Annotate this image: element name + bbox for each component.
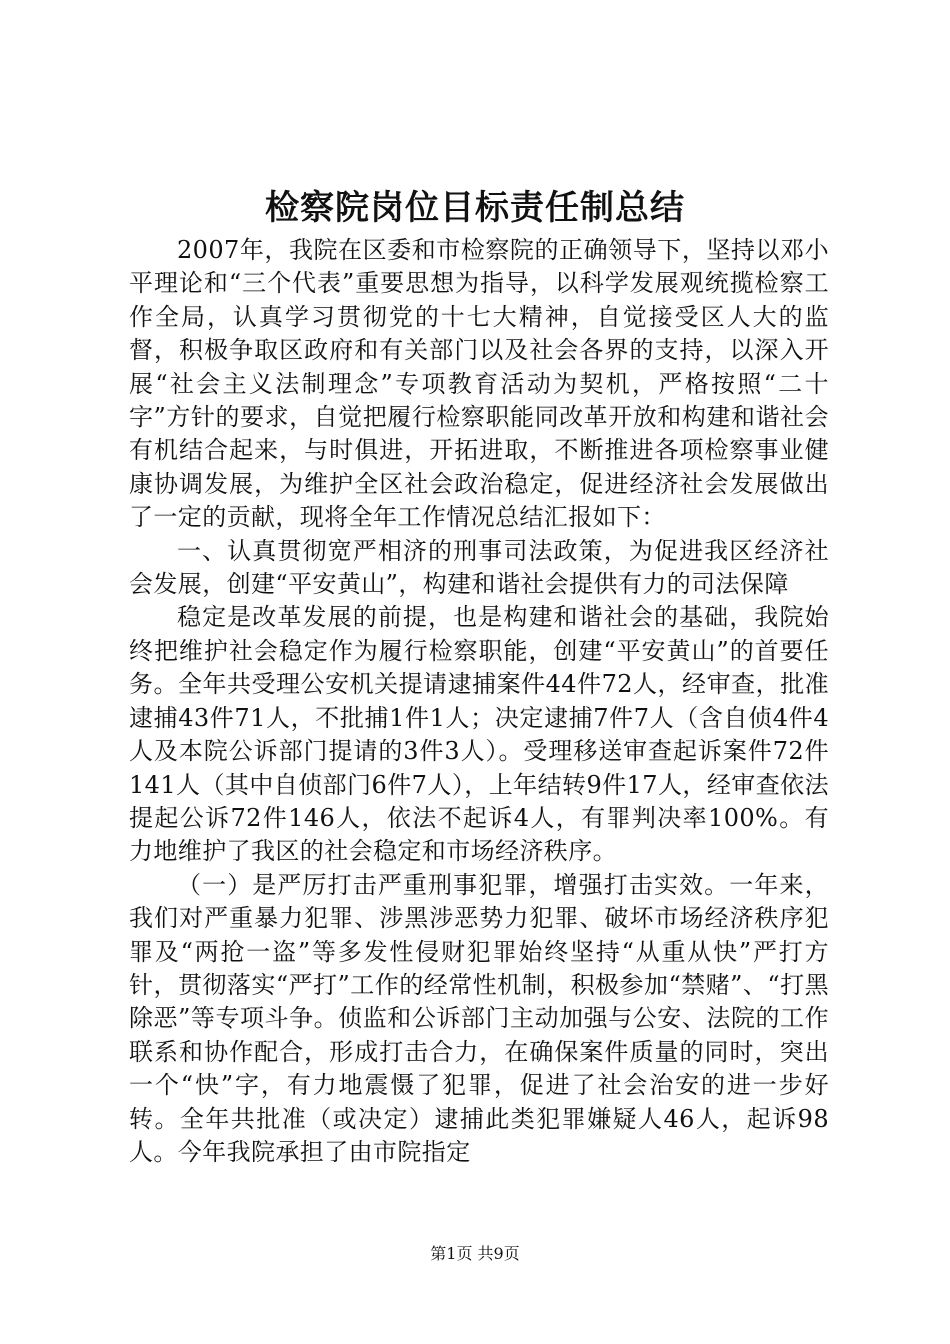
page-footer: 第1页 共9页 (430, 1244, 520, 1263)
document-title: 检察院岗位目标责任制总结 (265, 188, 685, 228)
document-body (129, 234, 829, 1169)
paragraph-crackdown: （一）是严厉打击严重刑事犯罪，增强打击实效。一年来，我们对严重暴力犯罪、涉黑涉恶势力犯罪、破坏市场经济秩序犯罪及“两抢一盗”等多发性侵财犯罪始终坚持“从重从快”严打方针，贯彻落实“严打”工作的经常性机制，积极参加“禁赌”、“打黑除恶”等专项斗争。侦监和公诉部门主动加强与公安、法院的工作联系和协作配合，形成打击合力，在确保案件质量的同时，突出一个“快”字，有力地震慑了犯罪，促进了社会治安的进一步好转。全年共批准（或决定）逮捕此类犯罪嫌疑人46人，起诉98人。今年我院承担了由市院指定 (129, 870, 829, 1166)
paragraph-section-heading: 一、认真贯彻宽严相济的刑事司法政策，为促进我区经济社会发展，创建“平安黄山”，构建和谐社会提供有力的司法保障 (129, 536, 829, 599)
paragraph-intro: 2007年，我院在区委和市检察院的正确领导下，坚持以邓小平理论和“三个代表”重要思想为指导，以科学发展观统揽检察工作全局，认真学习贯彻党的十七大精神，自觉接受区人大的监督，积极争取区政府和有关部门以及社会各界的支持，以深入开展“社会主义法制理念”专项教育活动为契机，严格按照“二十字”方针的要求，自觉把履行检察职能同改革开放和构建和谐社会有机结合起来，与时俱进，开拓进取，不断推进各项检察事业健康协调发展，为维护全区社会政治稳定，促进经济社会发展做出了一定的贡献，现将全年工作情况总结汇报如下： (129, 236, 829, 532)
paragraph-stability: 稳定是改革发展的前提，也是构建和谐社会的基础，我院始终把维护社会稳定作为履行检察职能，创建“平安黄山”的首要任务。全年共受理公安机关提请逮捕案件44件72人，经审查，批准逮捕43件71人，不批捕1件1人；决定逮捕7件7人（含自侦4件4人及本院公诉部门提请的3件3人）。受理移送审查起诉案件72件141人（其中自侦部门6件7人），上年结转9件17人，经审查依法提起公诉72件146人，依法不起诉4人，有罪判决率100%。有力地维护了我区的社会稳定和市场经济秩序。 (129, 603, 829, 866)
